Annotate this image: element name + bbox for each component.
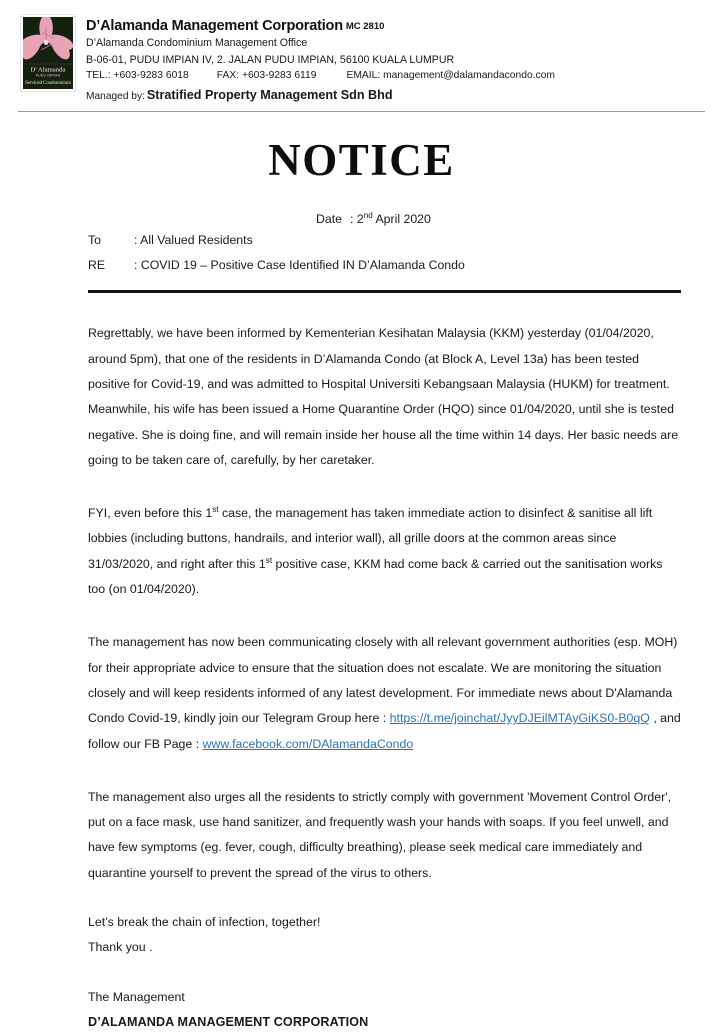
spacer <box>88 757 681 785</box>
paragraph-4: The management also urges all the residents to strictly comply with government 'Movement Control Order', put on a face mask, use hand sanitizer, and frequently wash your hands with soaps. If you feel unwell, and have few symptoms (eg. fever, cough, difficulty breathing), please seek medical care immediately and quarantine yourself to prevent the spread of the virus to others. <box>88 789 672 880</box>
paragraph-3 <box>88 630 681 756</box>
office-name: D’Alamanda Condominium Management Office <box>86 37 308 50</box>
dalamanda-flower-logo-icon <box>23 17 73 89</box>
telegram-group-link[interactable]: https://t.me/joinchat/JyyDJEilMTAyGiKS0-B0qQ <box>389 711 650 726</box>
re-row <box>88 253 681 278</box>
paragraph-2 <box>88 501 681 602</box>
managed-by-company: Stratified Property Management Sdn Bhd <box>146 87 393 102</box>
to-label: To <box>88 232 101 247</box>
re-value: : COVID 19 – Positive Case Identified IN D’Alamanda Condo <box>134 258 465 273</box>
spacer <box>88 473 681 501</box>
ordinal-suffix-first: st <box>212 505 219 515</box>
notice-body <box>0 293 723 1035</box>
fax: FAX: +603-9283 6119 <box>216 70 317 82</box>
spacer <box>88 293 681 321</box>
date-line <box>88 210 681 228</box>
signature-company: D’ALAMANDA MANAGEMENT CORPORATION <box>88 1014 369 1029</box>
facebook-page-link[interactable]: www.facebook.com/DAlamandaCondo <box>202 736 414 751</box>
office-address: B-06-01, PUDU IMPIAN IV, 2. JALAN PUDU IMPIAN, 56100 KUALA LUMPUR <box>86 53 455 66</box>
company-logo <box>20 14 76 92</box>
company-name-line <box>86 18 723 35</box>
letterhead-divider <box>18 111 705 112</box>
page-title: NOTICE <box>268 134 455 185</box>
paragraph-2-mid: case, the management has taken immediate action to disinfect & sanitise all lift lobbies (including buttons, handrails, and interior wall), all grille doors at the common areas since 31/03/2020, and right after this 1 <box>88 506 653 571</box>
email: EMAIL: management@dalamandacondo.com <box>346 70 555 82</box>
thank-you-line: Thank you . <box>88 940 153 955</box>
notice-meta <box>0 210 723 279</box>
ordinal-suffix-second: st <box>265 555 273 565</box>
contact-line <box>86 68 723 84</box>
svg-text:Serviced Condominium: Serviced Condominium <box>25 80 71 86</box>
managed-by-line <box>86 85 723 106</box>
signature-role: The Management <box>88 989 185 1004</box>
paragraph-3-mid: , and follow our FB Page : <box>88 711 681 751</box>
letterhead-text-block <box>86 14 723 106</box>
spacer <box>88 961 681 985</box>
managed-by-label: Managed by: <box>86 90 145 102</box>
mc-number: MC 2810 <box>345 21 385 32</box>
svg-text:PUDU IMPIAN: PUDU IMPIAN <box>35 73 61 78</box>
svg-text:D' Alamanda: D' Alamanda <box>30 66 66 74</box>
date-separator: : <box>350 211 354 226</box>
date-day: 2 <box>356 211 364 226</box>
letterhead <box>0 0 723 106</box>
paragraph-1: Regrettably, we have been informed by Kementerian Kesihatan Malaysia (KKM) yesterday (01/04/2020, around 5pm), that one of the residents in D’Alamanda Condo (at Block A, Level 13a) has been tested positive for Covid-19, and was admitted to Hospital Universiti Kebangsaan Malaysia (HUKM) for treatment. Meanwhile, his wife has been issued a Home Quarantine Order (HQO) since 01/04/2020, until she is tested negative. She is doing fine, and will remain inside her house all the time within 14 days. Her basic needs are going to be taken care of, carefully, by her caretaker. <box>88 326 679 467</box>
re-label: RE <box>88 258 106 273</box>
date-rest: April 2020 <box>375 211 431 226</box>
paragraph-2-pre: FYI, even before this 1 <box>88 506 213 521</box>
spacer <box>88 886 681 910</box>
date-label: Date <box>316 211 342 226</box>
to-value: : All Valued Residents <box>134 232 253 247</box>
paragraph-2-end: positive case, KKM had come back & carried out the sanitisation works too (on 01/04/2020). <box>88 556 663 597</box>
company-name: D’Alamanda Management Corporation <box>86 18 343 34</box>
to-row <box>88 228 681 253</box>
paragraph-3-pre: The management has now been communicating closely with all relevant government authorities (esp. MOH) for their appropriate advice to ensure that the situation does not escalate. We are monitoring the situation closely and will keep residents informed of any latest development. For immediate news about D'Alamanda Condo Covid-19, kindly join our Telegram Group here : <box>88 635 678 726</box>
date-day-suffix: nd <box>363 210 373 220</box>
closing-line: Let’s break the chain of infection, together! <box>88 914 321 929</box>
spacer <box>88 602 681 630</box>
telephone: TEL.: +603-9283 6018 <box>86 70 189 82</box>
